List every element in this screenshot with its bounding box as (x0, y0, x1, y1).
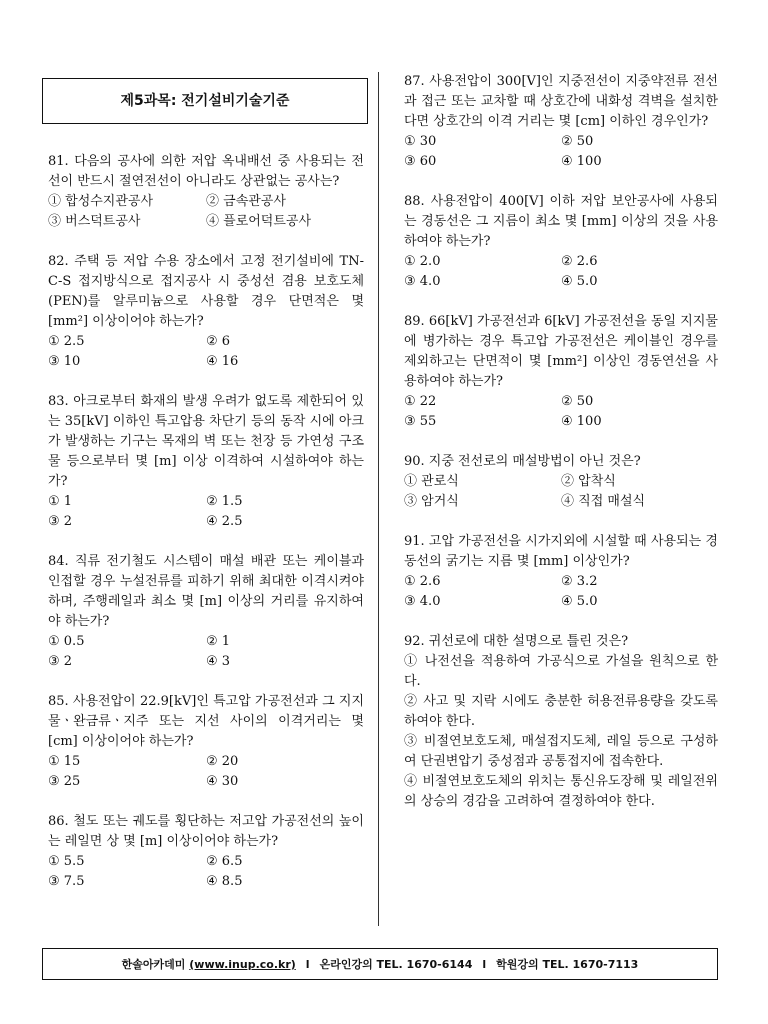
separator: l (305, 957, 310, 971)
offline-lecture-tel: 학원강의 TEL. 1670-7113 (496, 958, 639, 971)
question-text: 86. 철도 또는 궤도를 횡단하는 저고압 가공전선의 높이는 레일면 상 몇 [m] 이상이어야 하는가? (48, 814, 364, 849)
choice-2[interactable]: ② 1 (206, 634, 231, 649)
choice-4[interactable]: ④ 3 (206, 654, 231, 669)
question-text: 92. 귀선로에 대한 설명으로 틀린 것은? (404, 634, 629, 649)
question-84 (48, 552, 364, 672)
section-title: 제5과목: 전기설비기술기준 (42, 78, 368, 124)
question-83 (48, 392, 364, 532)
question-85 (48, 692, 364, 792)
choice-4[interactable]: ④ 5.0 (561, 274, 598, 289)
choice-2[interactable]: ② 금속관공사 (206, 194, 286, 209)
choice-3[interactable]: ③ 60 (404, 154, 437, 169)
choice-2[interactable]: ② 50 (561, 134, 594, 149)
choice-2[interactable]: ② 압착식 (561, 474, 616, 489)
choice-2[interactable]: ② 2.6 (561, 254, 598, 269)
choice-3[interactable]: ③ 2 (48, 654, 73, 669)
column-divider (378, 72, 379, 926)
choice-2[interactable]: ② 3.2 (561, 574, 598, 589)
choice-4[interactable]: ④ 직접 매설식 (561, 494, 646, 509)
choice-3[interactable]: ③ 10 (48, 354, 81, 369)
choice-4[interactable]: ④ 8.5 (206, 874, 243, 889)
footer-bar (42, 948, 718, 980)
question-text: 85. 사용전압이 22.9[kV]인 특고압 가공전선과 그 지지물ㆍ완금류ㆍ지주 또는 지선 사이의 이격거리는 몇 [cm] 이상이어야 하는가? (48, 694, 364, 749)
question-text: 84. 직류 전기철도 시스템이 매설 배관 또는 케이블과 인접할 경우 누설전류를 피하기 위해 최대한 이격시켜야 하며, 주행레일과 최소 몇 [m] 이상의 거리를 유지하여야 하는가? (48, 554, 364, 629)
choice-4[interactable]: ④ 100 (561, 154, 602, 169)
question-82 (48, 252, 364, 372)
academy-name: 한솔아카데미 (121, 958, 186, 971)
right-column (404, 72, 718, 812)
question-92 (404, 632, 718, 812)
choice-4[interactable]: ④ 30 (206, 774, 239, 789)
choice-1[interactable]: ① 2.5 (48, 334, 85, 349)
choice-2[interactable]: ② 사고 및 지락 시에도 충분한 허용전류용량을 갖도록 하여야 한다. (404, 694, 718, 729)
choice-3[interactable]: ③ 4.0 (404, 594, 441, 609)
choice-1[interactable]: ① 0.5 (48, 634, 85, 649)
choice-2[interactable]: ② 6.5 (206, 854, 243, 869)
question-text: 87. 사용전압이 300[V]인 지중전선이 지중약전류 전선과 접근 또는 교차할 때 상호간에 내화성 격벽을 설치한다면 상호간의 이격 거리는 몇 [cm] 이하인 경우인가? (404, 74, 718, 129)
choice-4[interactable]: ④ 2.5 (206, 514, 243, 529)
academy-url-link[interactable]: (www.inup.co.kr) (189, 957, 296, 971)
question-86 (48, 812, 364, 892)
choice-3[interactable]: ③ 25 (48, 774, 81, 789)
choice-1[interactable]: ① 15 (48, 754, 81, 769)
question-text: 91. 고압 가공전선을 시가지외에 시설할 때 사용되는 경동선의 굵기는 지름 몇 [mm] 이상인가? (404, 534, 718, 569)
question-text: 83. 아크로부터 화재의 발생 우려가 없도록 제한되어 있는 35[kV] 이하인 특고압용 차단기 등의 동작 시에 아크가 발생하는 기구는 목재의 벽 또는 천장 등 가연성 구조물 등으로부터 몇 [m] 이상 이격하여 시설하여야 하는가? (48, 394, 364, 489)
choice-1[interactable]: ① 나전선을 적용하여 가공식으로 가설을 원칙으로 한다. (404, 654, 718, 689)
question-text: 82. 주택 등 저압 수용 장소에서 고정 전기설비에 TN-C-S 접지방식으로 접지공사 시 중성선 겸용 보호도체(PEN)를 알루미늄으로 사용할 경우 단면적은 몇 [mm²] 이상이어야 하는가? (48, 254, 364, 329)
question-text: 88. 사용전압이 400[V] 이하 저압 보안공사에 사용되는 경동선은 그 지름이 최소 몇 [mm] 이상의 것을 사용하여야 하는가? (404, 194, 718, 249)
choice-2[interactable]: ② 6 (206, 334, 231, 349)
question-89 (404, 312, 718, 432)
choice-1[interactable]: ① 30 (404, 134, 437, 149)
choice-4[interactable]: ④ 100 (561, 414, 602, 429)
online-lecture-tel: 온라인강의 TEL. 1670-6144 (319, 958, 473, 971)
choice-4[interactable]: ④ 5.0 (561, 594, 598, 609)
choice-4[interactable]: ④ 플로어덕트공사 (206, 214, 312, 229)
question-81 (48, 152, 364, 232)
choice-1[interactable]: ① 22 (404, 394, 437, 409)
choice-3[interactable]: ③ 4.0 (404, 274, 441, 289)
choice-4[interactable]: ④ 비절연보호도체의 위치는 통신유도장해 및 레일전위의 상승의 경감을 고려하여 결정하여야 한다. (404, 774, 718, 809)
question-87 (404, 72, 718, 172)
choice-1[interactable]: ① 관로식 (404, 474, 459, 489)
choice-3[interactable]: ③ 7.5 (48, 874, 85, 889)
question-91 (404, 532, 718, 612)
separator: l (482, 957, 487, 971)
left-column (48, 72, 364, 892)
choice-1[interactable]: ① 5.5 (48, 854, 85, 869)
choice-1[interactable]: ① 1 (48, 494, 73, 509)
choice-1[interactable]: ① 2.6 (404, 574, 441, 589)
choice-2[interactable]: ② 1.5 (206, 494, 243, 509)
question-text: 90. 지중 전선로의 매설방법이 아닌 것은? (404, 454, 641, 469)
question-text: 81. 다음의 공사에 의한 저압 옥내배선 중 사용되는 전선이 반드시 절연전선이 아니라도 상관없는 공사는? (48, 154, 364, 189)
question-88 (404, 192, 718, 292)
choice-2[interactable]: ② 20 (206, 754, 239, 769)
choice-1[interactable]: ① 2.0 (404, 254, 441, 269)
choice-3[interactable]: ③ 비절연보호도체, 매설접지도체, 레일 등으로 구성하여 단권변압기 중성점과 공통접지에 접속한다. (404, 734, 718, 769)
choice-3[interactable]: ③ 버스덕트공사 (48, 214, 141, 229)
choice-3[interactable]: ③ 2 (48, 514, 73, 529)
choice-3[interactable]: ③ 55 (404, 414, 437, 429)
choice-1[interactable]: ① 합성수지관공사 (48, 194, 154, 209)
question-text: 89. 66[kV] 가공전선과 6[kV] 가공전선을 동일 지지물에 병가하는 경우 특고압 가공전선은 케이블인 경우를 제외하고는 단면적이 몇 [mm²] 이상인 경동연선을 사용하여야 하는가? (404, 314, 718, 389)
question-90 (404, 452, 718, 512)
choice-2[interactable]: ② 50 (561, 394, 594, 409)
choice-3[interactable]: ③ 암거식 (404, 494, 459, 509)
choice-4[interactable]: ④ 16 (206, 354, 239, 369)
